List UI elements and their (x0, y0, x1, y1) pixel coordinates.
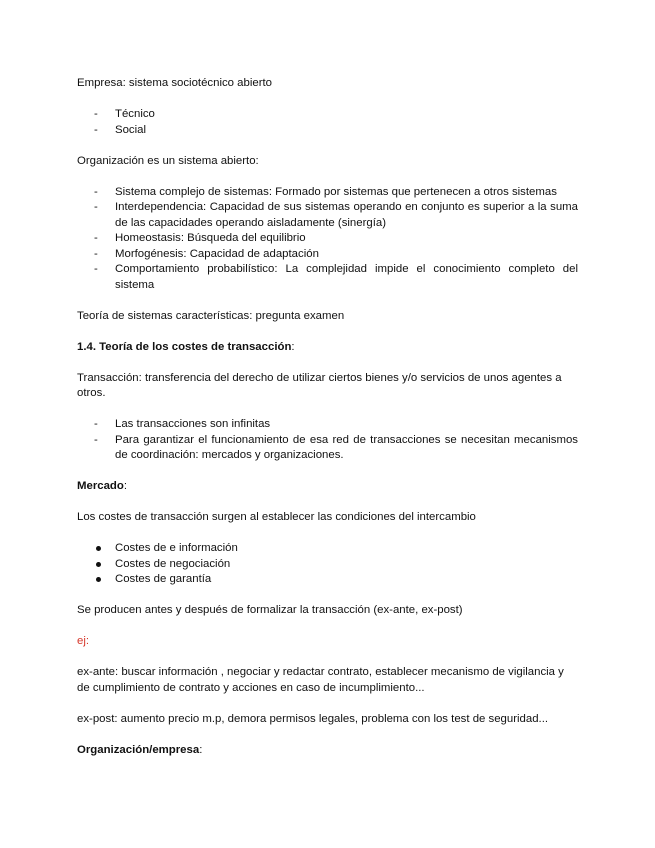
teoria-note: Teoría de sistemas características: pregunta examen (77, 309, 345, 322)
list-item: Costes de garantía (77, 572, 578, 588)
list-item: - Comportamiento probabilístico: La complejidad impide el conocimiento completo del sistema (94, 263, 578, 291)
list-item: - Las transacciones son infinitas (77, 417, 578, 433)
document-page (77, 76, 578, 758)
dash-marker: - (94, 123, 98, 136)
list-item: - Social (77, 123, 578, 139)
dash-marker: - (94, 201, 98, 213)
list-item: - Sistema complejo de sistemas: Formado por sistemas que pertenecen a otros sistemas (77, 185, 578, 201)
dash-marker: - (94, 263, 98, 275)
transaccion-definition: Transacción: transferencia del derecho de utilizar ciertos bienes y/o servicios de unos agentes a otros. (77, 371, 562, 399)
organizacion-empresa-title: Organización/empresa: (77, 743, 203, 756)
section-title: 1.4. Teoría de los costes de transacción: (77, 340, 295, 353)
empresa-list (77, 107, 578, 138)
ex-ante-text: ex-ante: buscar información , negociar y redactar contrato, establecer mecanismo de vigilancia y de cumplimiento de contrato y acciones en caso de incumplimiento... (77, 666, 564, 694)
list-item: - Morfogénesis: Capacidad de adaptación (77, 247, 578, 263)
list-item: - Homeostasis: Búsqueda del equilibrio (77, 231, 578, 247)
list-item: Costes de negociación (77, 557, 578, 573)
bullet-dot-icon (96, 562, 101, 567)
costes-list (77, 541, 578, 588)
list-item: - Para garantizar el funcionamiento de esa red de transacciones se necesitan mecanismos de coordinación: mercados y organizaciones. (94, 433, 578, 461)
list-item: Costes de e información (77, 541, 578, 557)
dash-marker: - (94, 247, 98, 260)
costes-intro: Los costes de transacción surgen al establecer las condiciones del intercambio (77, 511, 476, 523)
organizacion-list (77, 185, 578, 294)
mercado-title: Mercado: (77, 480, 128, 492)
organizacion-heading: Organización es un sistema abierto: (77, 154, 259, 167)
antes-despues-text: Se producen antes y después de formalizar la transacción (ex-ante, ex-post) (77, 604, 463, 616)
bullet-dot-icon (96, 546, 101, 551)
dash-marker: - (94, 232, 98, 244)
transaccion-list (77, 417, 578, 464)
list-item: - Técnico (77, 107, 578, 123)
dash-marker: - (94, 185, 98, 198)
ex-post-text: ex-post: aumento precio m.p, demora permisos legales, problema con los test de seguridad... (77, 712, 549, 725)
empresa-heading: Empresa: sistema sociotécnico abierto (77, 77, 272, 89)
dash-marker: - (94, 108, 98, 120)
list-item: - Interdependencia: Capacidad de sus sistemas operando en conjunto es superior a la suma de las capacidades operando aisladamente (sinergía) (94, 201, 578, 229)
dash-marker: - (94, 418, 98, 430)
bullet-dot-icon (96, 577, 101, 582)
ej-label: ej: (77, 635, 90, 647)
dash-marker: - (94, 433, 98, 446)
